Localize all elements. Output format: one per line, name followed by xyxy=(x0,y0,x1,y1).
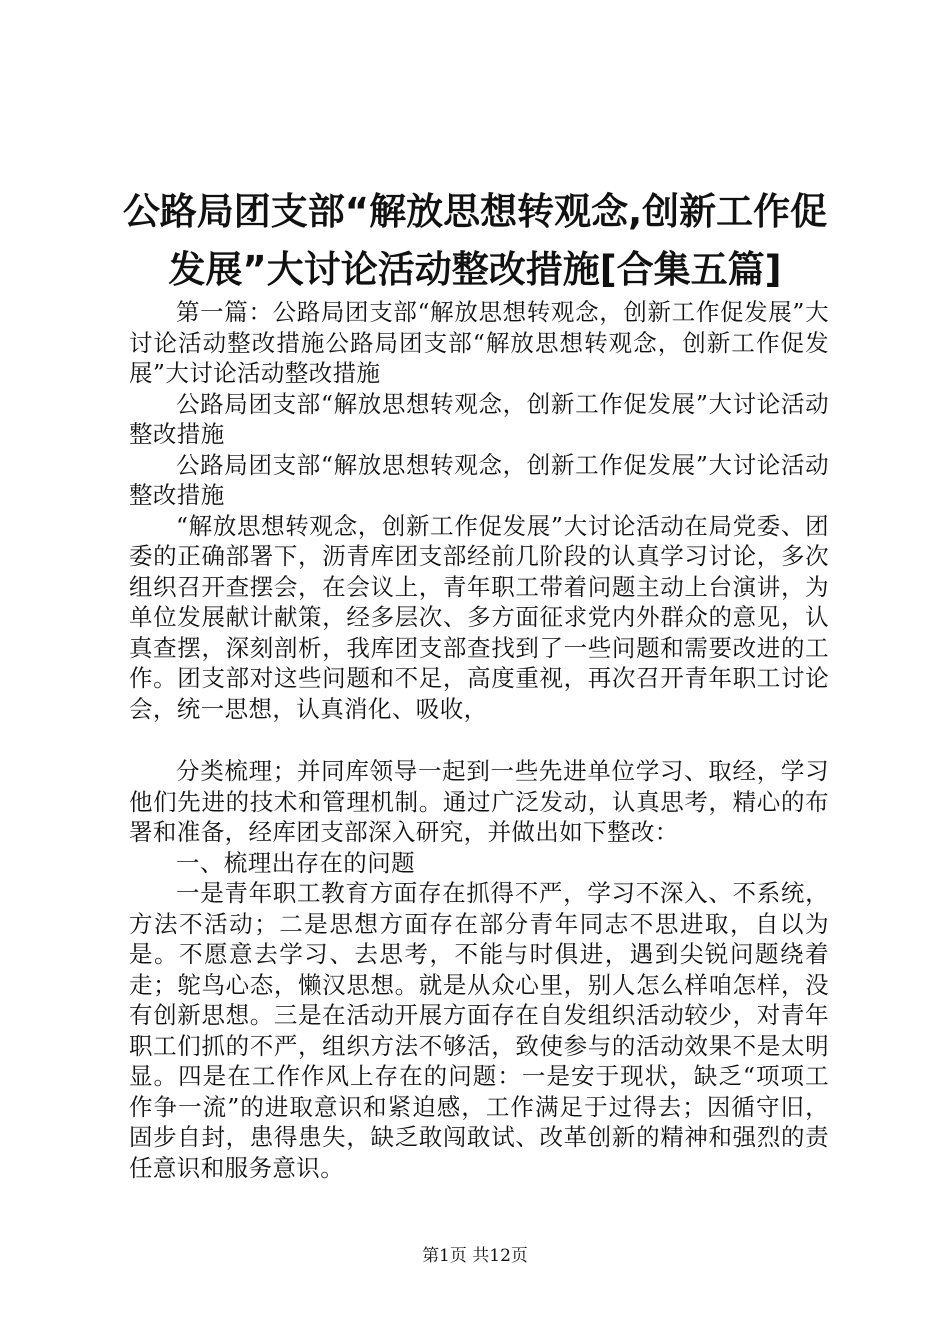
body-section-1 xyxy=(129,297,829,724)
paragraph: 公路局团支部“解放思想转观念，创新工作促发展”大讨论活动整改措施 xyxy=(129,450,829,509)
page-footer: 第1页 共12页 xyxy=(422,1246,528,1266)
paragraph: 公路局团支部“解放思想转观念，创新工作促发展”大讨论活动整改措施 xyxy=(129,389,829,448)
section-heading: 一、梳理出存在的问题 xyxy=(176,848,415,877)
paragraph: 一是青年职工教育方面存在抓得不严，学习不深入、不系统，方法不活动；二是思想方面存在部分青年同志不思进取，自以为是。不愿意去学习、去思考，不能与时俱进，遇到尖锐问题绕着走；鸵鸟心态，懒汉思想。就是从众心里，别人怎么样咱怎样，没有创新思想。三是在活动开展方面存在自发组织活动较少，对青年职工们抓的不严，组织方法不够活，致使参与的活动效果不是太明显。四是在工作作风上存在的问题：一是安于现状，缺乏“项项工作争一流”的进取意识和紧迫感，工作满足于过得去；因循守旧，固步自封，患得患失，缺乏敢闯敢试、改革创新的精神和强烈的责任意识和服务意识。 xyxy=(129,879,829,1182)
paragraph: 第一篇：公路局团支部“解放思想转观念，创新工作促发展”大讨论活动整改措施公路局团支部“解放思想转观念，创新工作促发展”大讨论活动整改措施 xyxy=(129,298,829,387)
paragraph: “解放思想转观念，创新工作促发展”大讨论活动在局党委、团委的正确部署下，沥青库团支部经前几阶段的认真学习讨论，多次组织召开查摆会，在会议上，青年职工带着问题主动上台演讲，为单位发展献计献策，经多层次、多方面征求党内外群众的意见，认真查摆，深刻剖析，我库团支部查找到了一些问题和需要改进的工作。团支部对这些问题和不足，高度重视，再次召开青年职工讨论会，统一思想，认真消化、吸收， xyxy=(129,511,829,723)
body-section-2 xyxy=(129,756,829,1183)
document-title-line1: 公路局团支部“解放思想转观念,创新工作促 xyxy=(122,190,828,233)
document-title-line2: 发展”大讨论活动整改措施[合集五篇] xyxy=(168,248,782,291)
paragraph: 分类梳理；并同库领导一起到一些先进单位学习、取经，学习他们先进的技术和管理机制。通过广泛发动，认真思考，精心的布署和准备，经库团支部深入研究，并做出如下整改： xyxy=(129,757,829,846)
